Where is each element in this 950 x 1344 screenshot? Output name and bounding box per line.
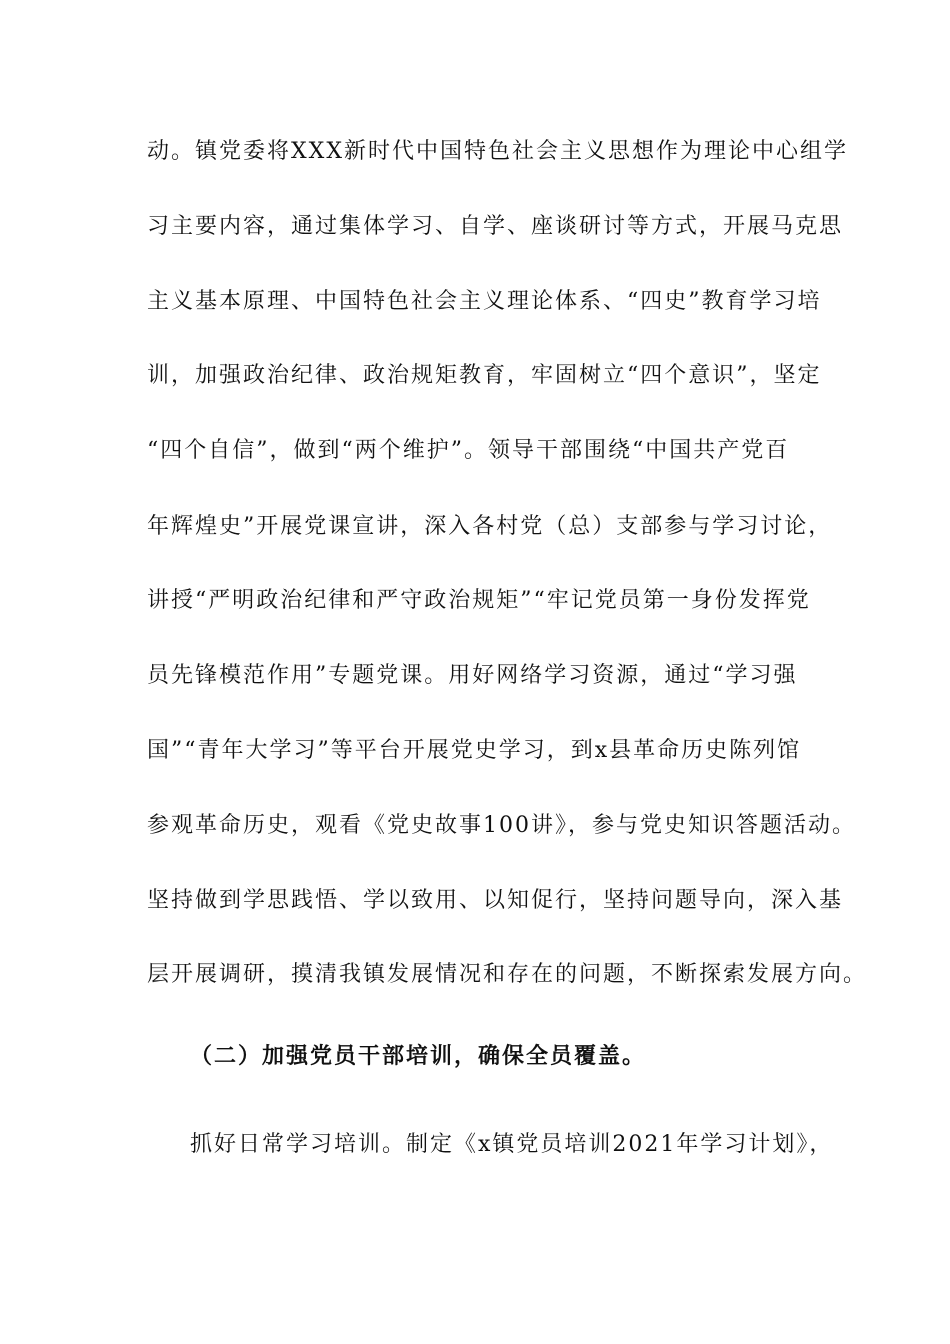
paragraph-line-2: 习主要内容，通过集体学习、自学、座谈研讨等方式，开展马克思 (147, 214, 844, 239)
section-heading: （二）加强党员干部培训，确保全员覆盖。 (190, 1043, 647, 1069)
paragraph-line-4: 训，加强政治纪律、政治规矩教育，牢固树立“四个意识”，坚定 (147, 363, 822, 388)
paragraph-line-3: 主义基本原理、中国特色社会主义理论体系、“四史”教育学习培 (147, 289, 822, 314)
next-paragraph-line: 抓好日常学习培训。制定《x镇党员培训2021年学习计划》， (190, 1132, 834, 1157)
paragraph-line-1: 动。镇党委将XXX新时代中国特色社会主义思想作为理论中心组学 (147, 139, 848, 164)
paragraph-line-5: “四个自信”，做到“两个维护”。领导干部围绕“中国共产党百 (147, 438, 790, 463)
paragraph-line-7: 讲授“严明政治纪律和严守政治规矩”“牢记党员第一身份发挥党 (147, 588, 811, 613)
paragraph-line-11: 坚持做到学思践悟、学以致用、以知促行，坚持问题导向，深入基 (147, 888, 844, 913)
paragraph-line-8: 员先锋模范作用”专题党课。用好网络学习资源，通过“学习强 (147, 663, 798, 688)
paragraph-line-12: 层开展调研，摸清我镇发展情况和存在的问题，不断探索发展方向。 (147, 962, 868, 987)
paragraph-line-6: 年辉煌史”开展党课宣讲，深入各村党（总）支部参与学习讨论， (147, 514, 833, 539)
paragraph-line-9: 国”“青年大学习”等平台开展党史学习，到x县革命历史陈列馆 (147, 738, 802, 763)
paragraph-line-10: 参观革命历史，观看《党史故事100讲》，参与党史知识答题活动。 (147, 813, 856, 838)
